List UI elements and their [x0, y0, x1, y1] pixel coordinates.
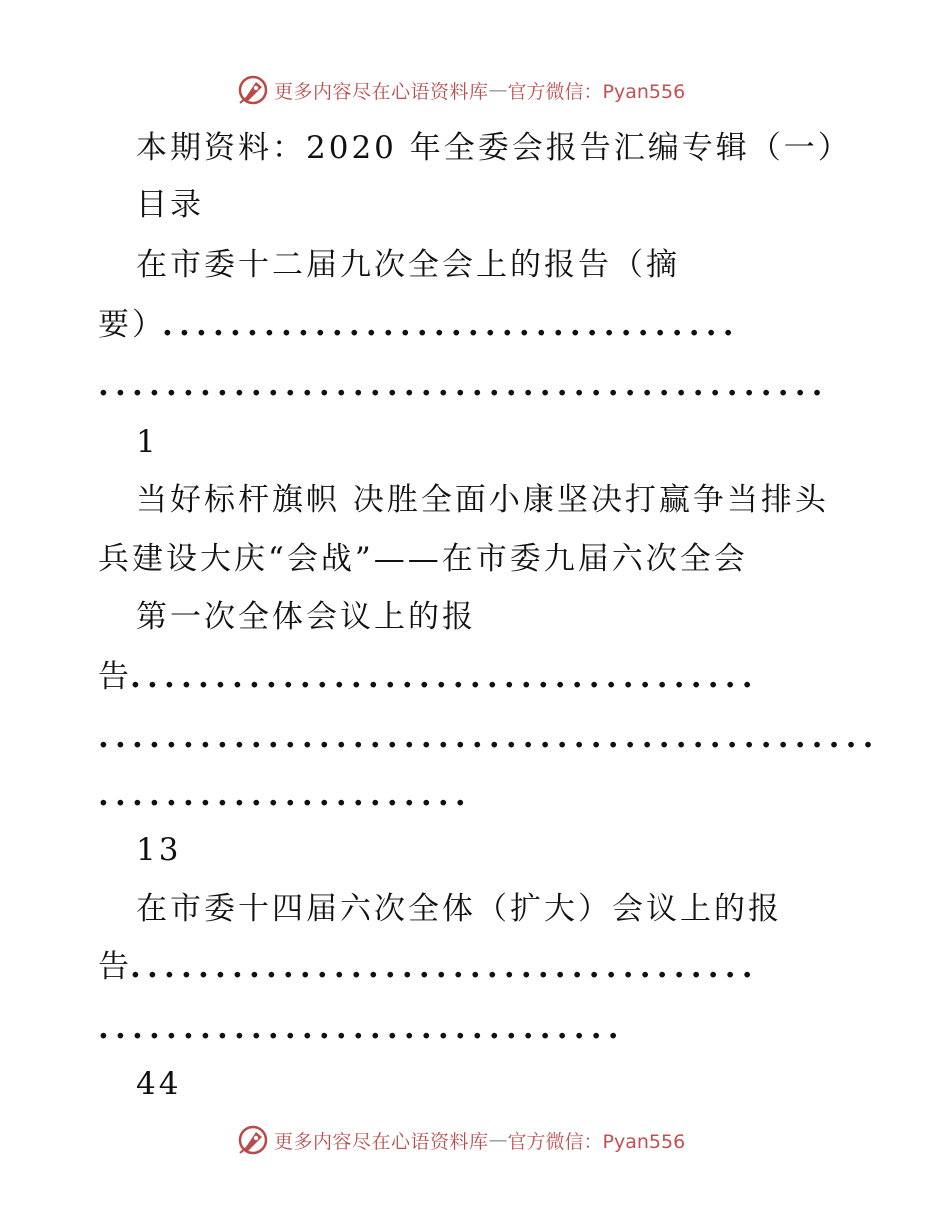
footer-watermark — [236, 1122, 685, 1158]
toc-entry-1-title-line-2: 要） — [98, 307, 166, 343]
watermark-separator: — — [488, 1129, 508, 1151]
pen-nib-logo-icon — [236, 1123, 270, 1157]
toc-entry-3-leader-dots-continued: ............................... — [98, 1010, 625, 1046]
toc-entry-3-title-line-2: 告 — [98, 949, 132, 985]
toc-entry-3-leader-dots: ..................................... — [130, 949, 759, 985]
toc-entry-2-title-line-3: 第一次全体会议上的报 — [136, 599, 476, 635]
toc-entry-1-leader-dots: .................................. — [162, 307, 740, 343]
toc-entry-2-leader-dots-end: ...................... — [98, 777, 472, 813]
document-title: 本期资料：2020 年全委会报告汇编专辑（一） — [136, 130, 852, 166]
header-watermark — [236, 72, 685, 108]
watermark-contact: 官方微信：Pyan556 — [507, 1130, 686, 1153]
toc-entry-1-title-line-1: 在市委十二届九次全会上的报告（摘 — [136, 247, 680, 283]
toc-entry-2-title-line-2: 兵建设大庆“会战”——在市委九届六次全会 — [98, 541, 748, 577]
toc-entry-1-leader-dots-continued: ........................................... — [98, 367, 829, 403]
toc-entry-2-leader-dots-continued: .............................................. — [98, 719, 880, 755]
watermark-text: 更多内容尽在心语资料库 — [274, 80, 489, 103]
toc-entry-2-page-number: 13 — [136, 832, 182, 868]
toc-label: 目录 — [136, 187, 204, 223]
toc-entry-2-leader-dots: ..................................... — [130, 659, 759, 695]
watermark-contact: 官方微信：Pyan556 — [507, 80, 686, 103]
toc-entry-2-title-line-1: 当好标杆旗帜 决胜全面小康坚决打赢争当排头 — [136, 482, 829, 518]
watermark-text: 更多内容尽在心语资料库 — [274, 1130, 489, 1153]
toc-entry-1-page-number: 1 — [136, 424, 159, 460]
watermark-separator: — — [488, 79, 508, 101]
pen-nib-logo-icon — [236, 73, 270, 107]
toc-entry-3-title-line-1: 在市委十四届六次全体（扩大）会议上的报 — [136, 891, 782, 927]
toc-entry-2-title-line-4: 告 — [98, 659, 132, 695]
toc-entry-3-page-number: 44 — [136, 1066, 182, 1102]
